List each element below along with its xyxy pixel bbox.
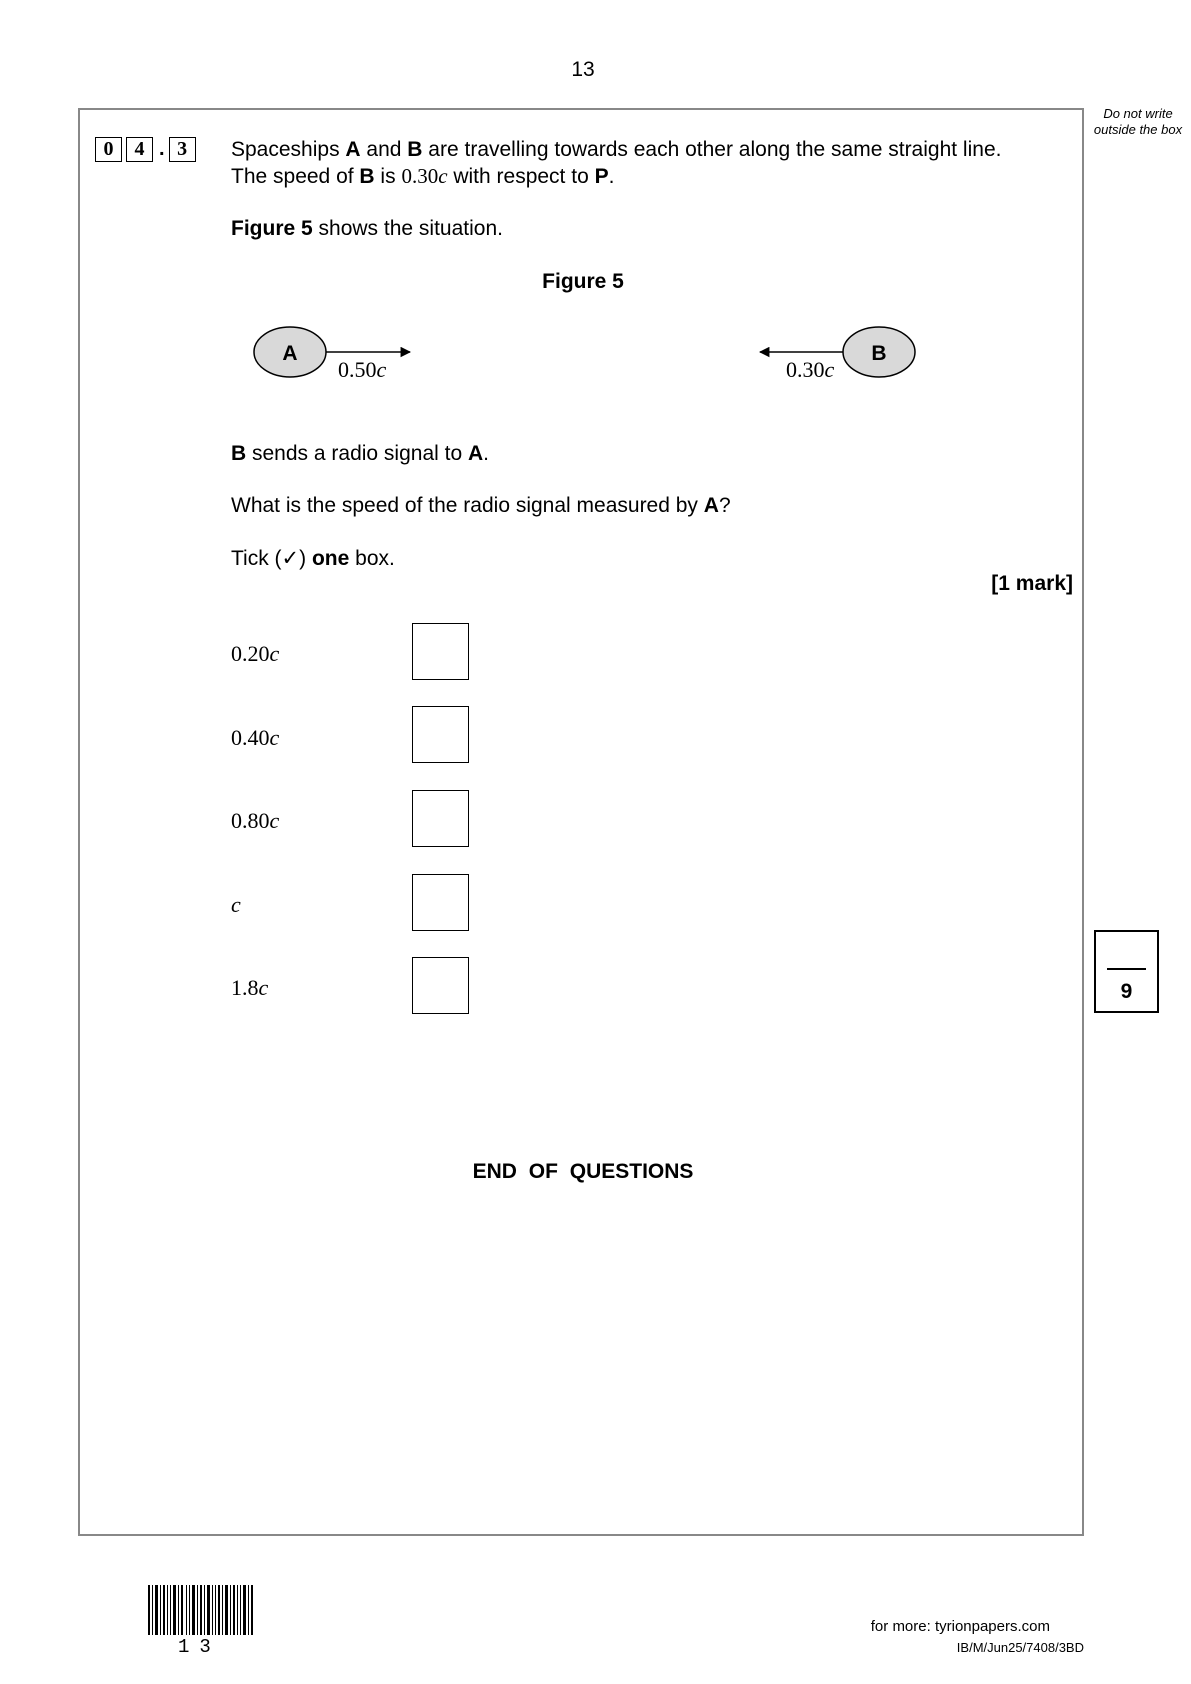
text-run: c xyxy=(438,164,448,188)
text-run: . xyxy=(483,442,489,465)
marks-label: [1 mark] xyxy=(991,572,1073,595)
text-run: A xyxy=(345,138,361,161)
question-digit: 3 xyxy=(169,137,196,162)
option-tick-box[interactable] xyxy=(412,957,469,1014)
text-run: and xyxy=(360,138,408,161)
question-text xyxy=(231,493,731,519)
text-run: 0.30 xyxy=(401,164,439,188)
figure-title: Figure 5 xyxy=(542,270,624,293)
text-run: A xyxy=(467,442,484,465)
option-label: 0.20c xyxy=(231,641,280,666)
spaceship-diagram xyxy=(0,0,1191,420)
spaceship-b-speed: 0.30c xyxy=(786,357,835,382)
option-label: c xyxy=(231,892,241,917)
text-run: B xyxy=(231,442,247,465)
score-total: 9 xyxy=(1120,980,1133,1003)
spaceship-a xyxy=(254,327,326,377)
option-tick-box[interactable] xyxy=(412,874,469,931)
spaceship-b-label: B xyxy=(871,342,887,365)
text-run: ? xyxy=(718,494,731,517)
text-run: B xyxy=(407,138,423,161)
barcode-number: 13 xyxy=(178,1636,221,1658)
end-of-questions: END OF QUESTIONS xyxy=(472,1160,694,1183)
text-run: one xyxy=(311,547,350,570)
option-label: 0.40c xyxy=(231,725,280,750)
score-box xyxy=(1094,930,1159,1013)
text-run: sends a radio signal to xyxy=(246,442,468,465)
text-run: with respect to xyxy=(447,165,595,188)
text-run: shows the situation. xyxy=(312,217,503,240)
question-dot: . xyxy=(159,138,165,160)
footer-more-link: for more: tyrionpapers.com xyxy=(870,1618,1050,1635)
text-run: B xyxy=(359,165,375,188)
text-run: are travelling towards each other along the same straight line. xyxy=(422,138,1002,161)
margin-note: Do not write outside the box xyxy=(1093,106,1183,137)
spaceship-a-label: A xyxy=(282,342,298,365)
text-run: . xyxy=(608,165,615,188)
text-run: box. xyxy=(349,547,395,570)
footer-code: IB/M/Jun25/7408/3BD xyxy=(956,1640,1084,1655)
option-tick-box[interactable] xyxy=(412,790,469,847)
spaceship-b xyxy=(843,327,915,377)
tick-instruction xyxy=(231,546,395,572)
text-run: Spaceships xyxy=(231,138,346,161)
text-run: What is the speed of the radio signal measured by xyxy=(231,494,704,517)
option-tick-box[interactable] xyxy=(412,706,469,763)
text-run: Tick (✓) xyxy=(231,547,312,570)
barcode xyxy=(148,1585,258,1635)
option-label: 0.80c xyxy=(231,808,280,833)
page-number: 13 xyxy=(571,58,595,81)
text-run: is xyxy=(374,165,402,188)
question-digit: 0 xyxy=(95,137,122,162)
spaceship-a-speed: 0.50c xyxy=(338,357,387,382)
score-line xyxy=(1107,968,1146,970)
text-run: P xyxy=(594,165,609,188)
text-run: A xyxy=(703,494,719,517)
option-tick-box[interactable] xyxy=(412,623,469,680)
text-run: Figure 5 xyxy=(231,217,313,240)
text-run: The speed of xyxy=(231,165,360,188)
signal-statement xyxy=(231,441,489,467)
option-label: 1.8c xyxy=(231,975,269,1000)
question-digit: 4 xyxy=(126,137,153,162)
